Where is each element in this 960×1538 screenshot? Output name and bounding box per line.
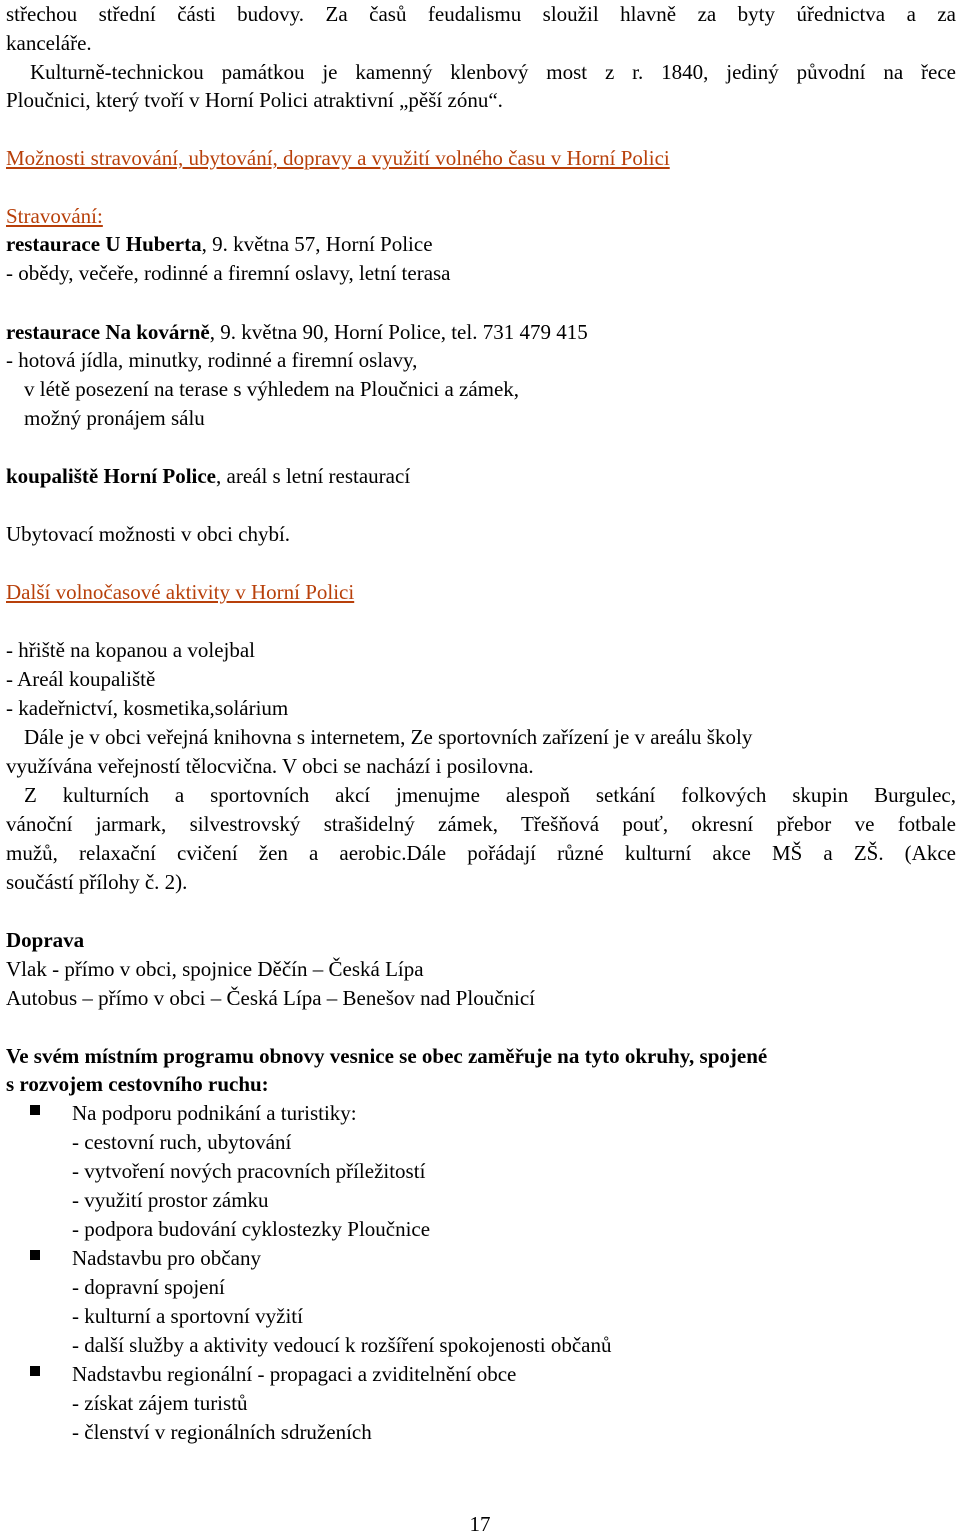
program-item: - další služby a aktivity vedoucí k rozšíření spokojenosti občanů — [72, 1333, 612, 1357]
program-item: - členství v regionálních sdruženích — [72, 1420, 372, 1444]
restaurant-1-address: , 9. května 57, Horní Police — [201, 232, 433, 256]
doprava-heading: Doprava — [6, 928, 85, 952]
square-bullet-icon — [30, 1250, 40, 1260]
program-heading-line-1: Ve svém místním programu obnovy vesnice se obec zaměřuje na tyto okruhy, spojené — [6, 1044, 768, 1068]
paragraph-2-line-3: mužů, relaxační cvičení žen a aerobic.Dále pořádají různé kulturní akce MŠ a ZŠ. (Akce — [6, 841, 956, 865]
restaurant-2-address: , 9. května 90, Horní Police, tel. 731 479 415 — [209, 320, 588, 344]
activity-item: - Areál koupaliště — [6, 667, 156, 691]
restaurant-2-desc-2: v létě posezení na terase s výhledem na Ploučnici a zámek, — [24, 377, 520, 401]
koupaliste-name: koupaliště Horní Police — [6, 464, 216, 488]
ubytovani-note: Ubytovací možnosti v obci chybí. — [6, 522, 291, 546]
intro-line-4: Ploučnici, který tvoří v Horní Polici atraktivní „pěší zónu“. — [6, 88, 503, 112]
stravovani-label: Stravování: — [6, 204, 103, 228]
paragraph-1-line-2: využívána veřejností tělocvična. V obci se nachází i posilovna. — [6, 754, 534, 778]
program-item: - vytvoření nových pracovních příležitostí — [72, 1159, 426, 1183]
program-group-title: Nadstavbu pro občany — [72, 1246, 261, 1270]
paragraph-1-line-1: Dále je v obci veřejná knihovna s internetem, Ze sportovních zařízení je v areálu školy — [24, 725, 753, 749]
restaurant-2-desc-3: možný pronájem sálu — [24, 406, 205, 430]
doprava-autobus: Autobus – přímo v obci – Česká Lípa – Benešov nad Ploučnicí — [6, 986, 536, 1010]
paragraph-2-line-1: Z kulturních a sportovních akcí jmenujme alespoň setkání folkových skupin Burgulec, — [24, 783, 956, 807]
program-item: - dopravní spojení — [72, 1275, 225, 1299]
koupaliste-line — [6, 462, 410, 491]
program-item: - získat zájem turistů — [72, 1391, 248, 1415]
paragraph-2-line-2: vánoční jarmark, silvestrovský strašidelný zámek, Třešňová pouť, okresní přebor ve fotbale — [6, 812, 956, 836]
restaurant-2-line — [6, 318, 588, 347]
activity-item: - kadeřnictví, kosmetika,solárium — [6, 696, 289, 720]
square-bullet-icon — [30, 1366, 40, 1376]
program-group-title: Na podporu podnikání a turistiky: — [72, 1101, 357, 1125]
doprava-vlak: Vlak - přímo v obci, spojnice Děčín – Česká Lípa — [6, 957, 424, 981]
section-heading-options: Možnosti stravování, ubytování, dopravy a využití volného času v Horní Polici — [6, 146, 670, 170]
page-number: 17 — [469, 1512, 491, 1536]
restaurant-1-desc: - obědy, večeře, rodinné a firemní oslavy, letní terasa — [6, 261, 451, 285]
intro-line-1: střechou střední části budovy. Za časů feudalismu sloužil hlavně za byty úřednictva a za — [6, 2, 956, 26]
program-item: - podpora budování cyklostezky Ploučnice — [72, 1217, 431, 1241]
intro-line-3: Kulturně-technickou památkou je kamenný klenbový most z r. 1840, jediný původní na řece — [30, 60, 956, 84]
square-bullet-icon — [30, 1105, 40, 1115]
restaurant-2-desc-1: - hotová jídla, minutky, rodinné a firemní oslavy, — [6, 348, 418, 372]
program-item: - cestovní ruch, ubytování — [72, 1130, 292, 1154]
volny-cas-heading: Další volnočasové aktivity v Horní Polici — [6, 580, 355, 604]
restaurant-1-line — [6, 230, 433, 259]
activity-item: - hřiště na kopanou a volejbal — [6, 638, 256, 662]
restaurant-1-name: restaurace U Huberta — [6, 232, 202, 256]
koupaliste-desc: , areál s letní restaurací — [216, 464, 411, 488]
restaurant-2-name: restaurace Na kovárně — [6, 320, 210, 344]
program-item: - využití prostor zámku — [72, 1188, 269, 1212]
intro-line-2: kanceláře. — [6, 31, 92, 55]
paragraph-2-line-4: součástí přílohy č. 2). — [6, 870, 188, 894]
program-group-title: Nadstavbu regionální - propagaci a zviditelnění obce — [72, 1362, 517, 1386]
program-item: - kulturní a sportovní vyžití — [72, 1304, 303, 1328]
program-heading-line-2: s rozvojem cestovního ruchu: — [6, 1072, 269, 1096]
